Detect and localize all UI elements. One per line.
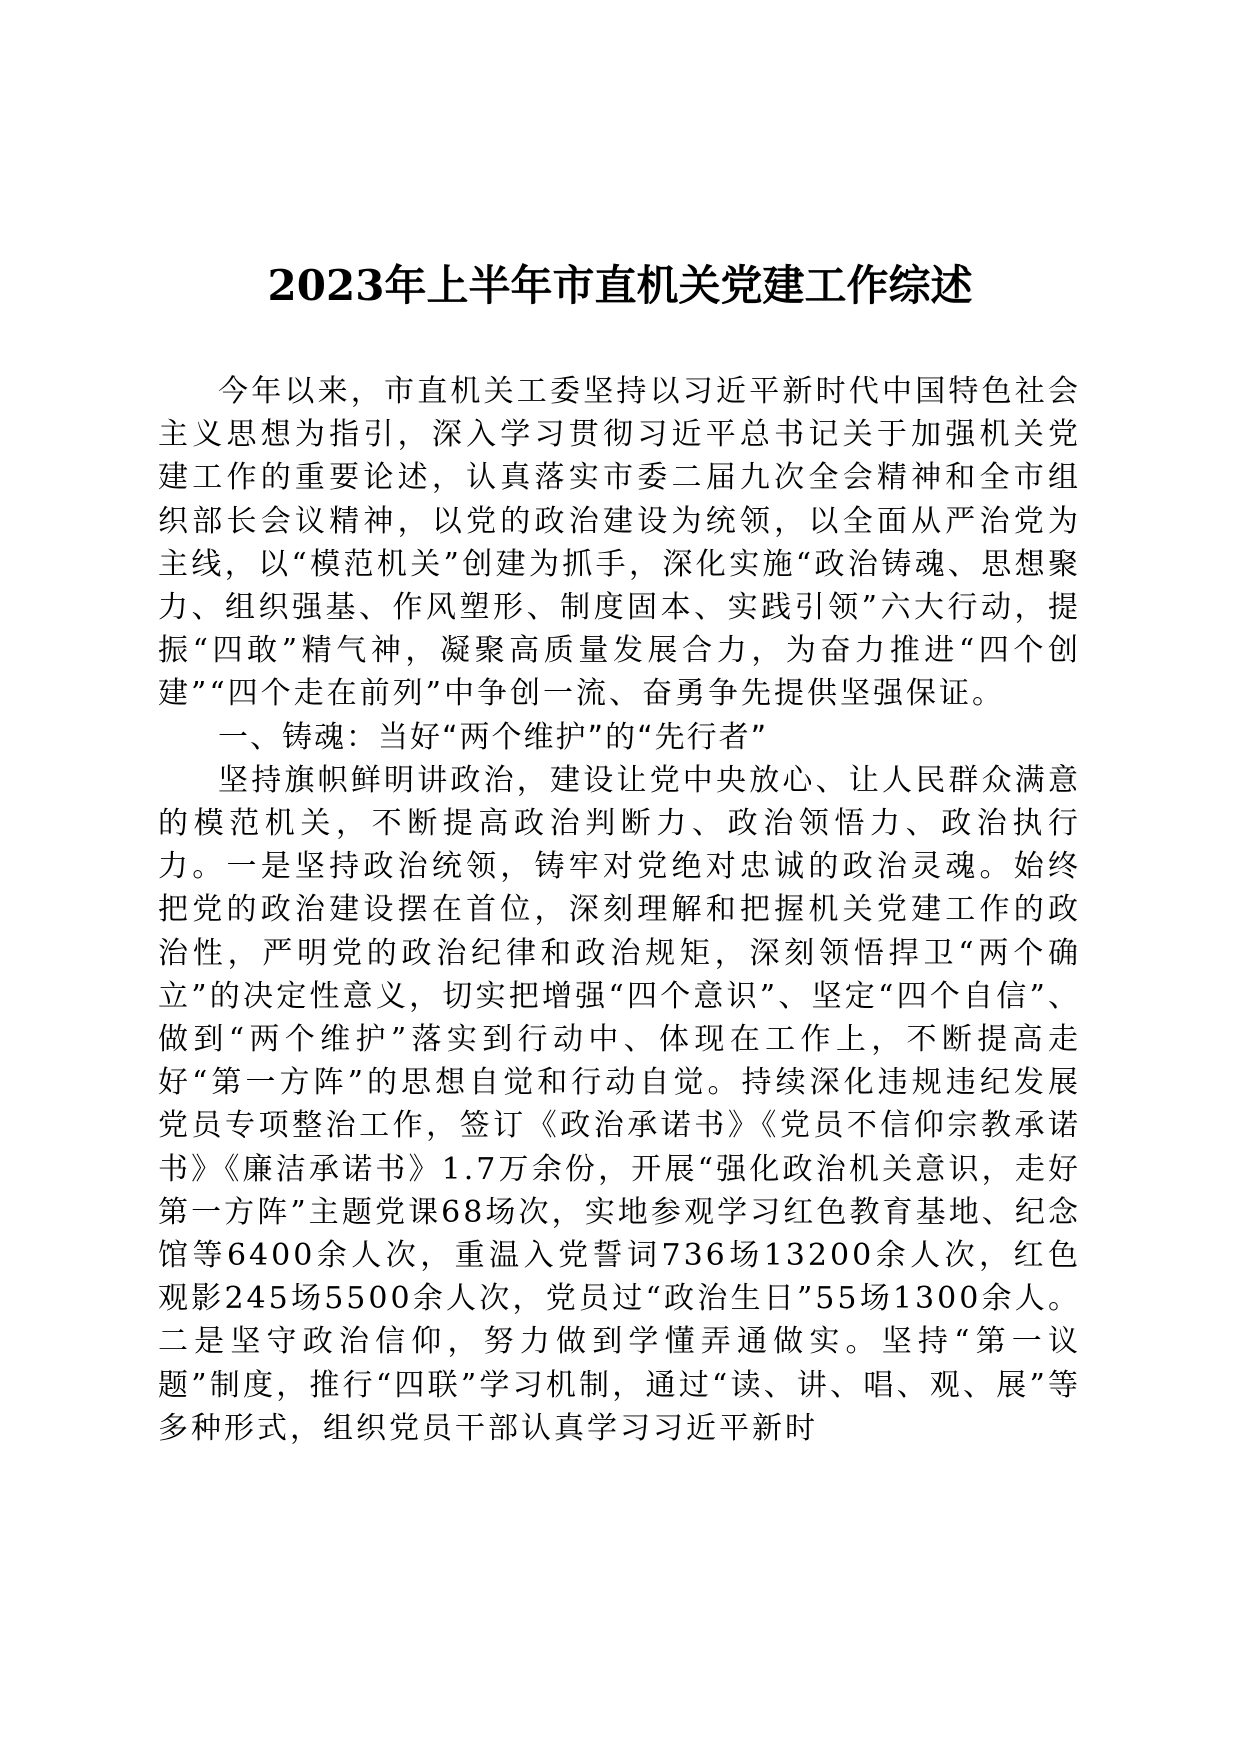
section-heading-1: 一、铸魂：当好“两个维护”的“先行者” (218, 719, 769, 755)
intro-paragraph: 今年以来，市直机关工委坚持以习近平新时代中国特色社会主义思想为指引，深入学习贯彻习近平总书记关于加强机关党建工作的重要论述，认真落实市委二届九次全会精神和全市组织部长会议精神，以党的政治建设为统领，以全面从严治党为主线，以“模范机关”创建为抓手，深化实施“政治铸魂、思想聚力、组织强基、作风塑形、制度固本、实践引领”六大行动，提振“四敢”精气神，凝聚高质量发展合力，为奋力推进“四个创建”“四个走在前列”中争创一流、奋勇争先提供坚强保证。 (158, 374, 1081, 712)
section-paragraph-1: 坚持旗帜鲜明讲政治，建设让党中央放心、让人民群众满意的模范机关，不断提高政治判断力、政治领悟力、政治执行力。一是坚持政治统领，铸牢对党绝对忠诚的政治灵魂。始终把党的政治建设摆在首位，深刻理解和把握机关党建工作的政治性，严明党的政治纪律和政治规矩，深刻领悟捍卫“两个确立”的决定性意义，切实把增强“四个意识”、坚定“四个自信”、做到“两个维护”落实到行动中、体现在工作上，不断提高走好“第一方阵”的思想自觉和行动自觉。持续深化违规违纪发展党员专项整治工作，签订《政治承诺书》《党员不信仰宗教承诺书》《廉洁承诺书》1.7万余份，开展“强化政治机关意识，走好第一方阵”主题党课68场次，实地参观学习红色教育基地、纪念馆等6400余人次，重温入党誓词736场13200余人次，红色观影245场5500余人次，党员过“政治生日”55场1300余人。二是坚守政治信仰，努力做到学懂弄通做实。坚持“第一议题”制度，推行“四联”学习机制，通过“读、讲、唱、观、展”等多种形式，组织党员干部认真学习习近平新时 (158, 762, 1081, 1446)
document-body (158, 370, 1081, 1450)
document-title: 2023年上半年市直机关党建工作综述 (267, 261, 973, 311)
